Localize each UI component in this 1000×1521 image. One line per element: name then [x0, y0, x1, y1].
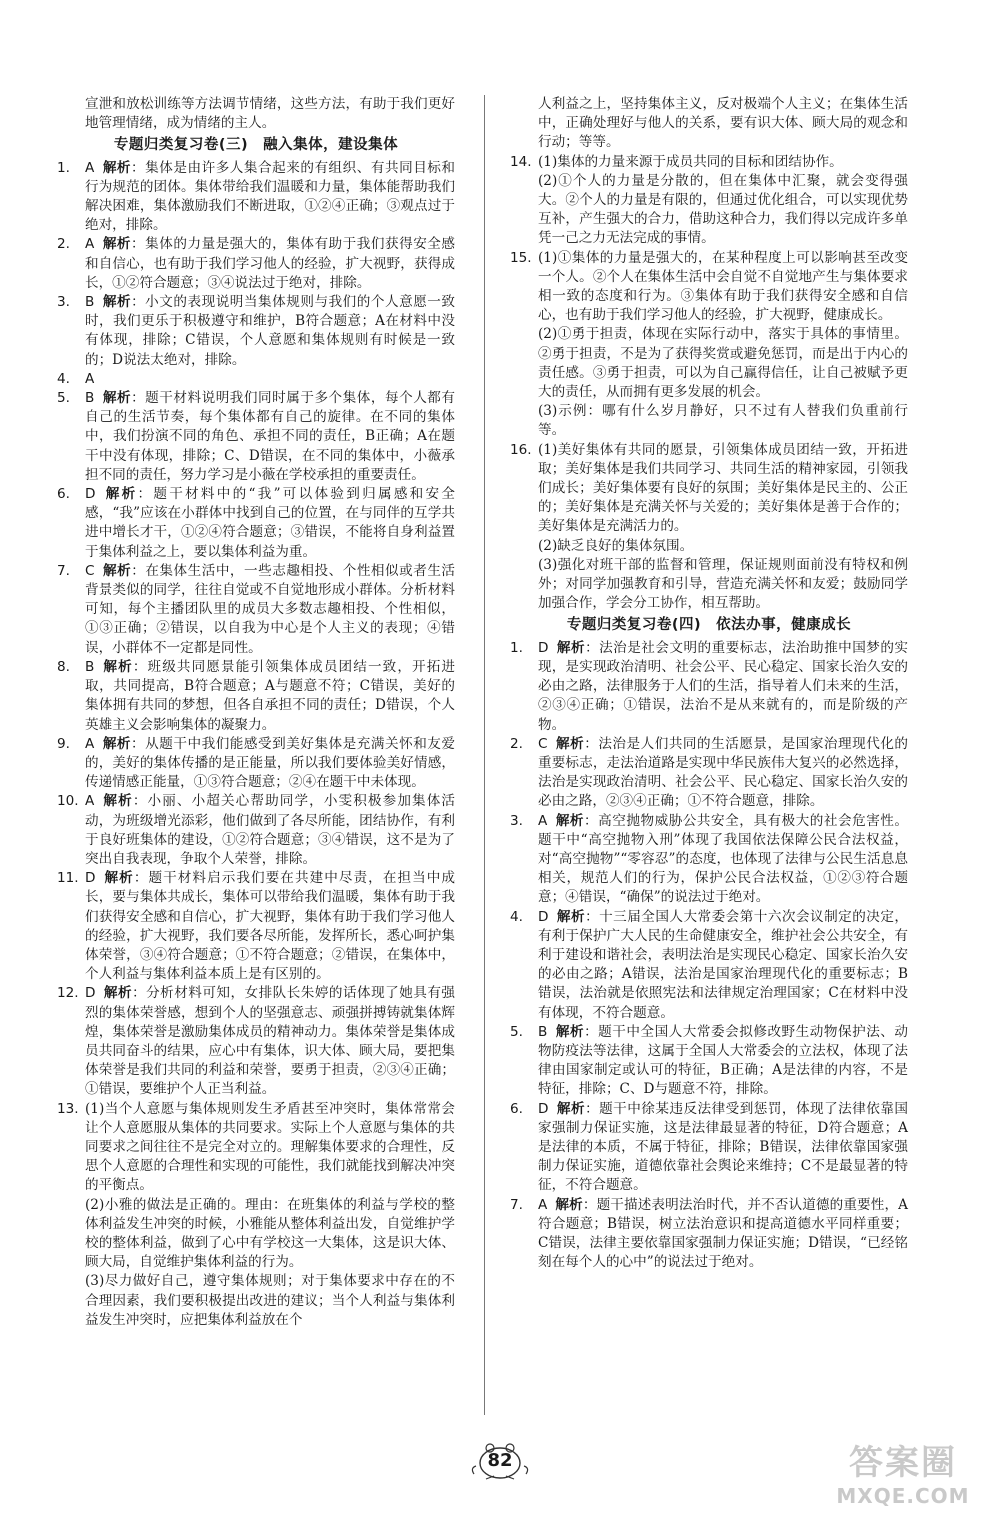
item-number: 15. — [510, 249, 532, 266]
analysis-keyword: 解析 — [103, 486, 138, 503]
item-number: 11. — [57, 870, 79, 887]
item-13-part-1: (1)当个人意愿与集体规则发生矛盾甚至冲突时，集体常常会让个人意愿服从集体的共同要求。实际上个人意愿与集体的共同要求之间往往不是完全对立的。理解集体要求的合理性，反思个人意愿的合理性和实现的可能性，我们就能找到解决冲突的平衡点。 — [85, 1100, 455, 1194]
answer-item — [57, 562, 455, 658]
answer-letter: C — [85, 562, 95, 579]
analysis-text: ：高空抛物威胁公共安全，具有极大的社会危害性。题干中“高空抛物入刑”体现了我国依法保障公民合法权益，对“高空抛物”“零容忍”的态度，也体现了法律与公民生活息息相关，规范人们的行为，保护公民合法权益，①②③符合题意；④错误，“确保”的说法过于绝对。 — [538, 812, 909, 906]
right-continuation-text: 人利益之上，坚持集体主义，反对极端个人主义；在集体生活中，正确处理好与他人的关系，要有识大体、顾大局的观念和行动；等等。 — [538, 96, 908, 151]
section-heading-3: 专题归类复习卷(三) 融入集体，建设集体 — [113, 137, 399, 154]
analysis-text: ：从题干中我们能感受到美好集体是充满关怀和友爱的，美好的集体传播的是正能量，所以我们要体验美好情感，传递情感正能量，①③符合题意；②④在题干中未体现。 — [85, 735, 456, 791]
analysis-keyword: 解析 — [102, 159, 132, 176]
answer-item — [57, 370, 455, 389]
analysis-text: ：小文的表现说明当集体规则与我们的个人意愿一致时，我们更乐于积极遵守和维护，B符合题意；A在材料中没有体现，排除；C错误，个人意愿和集体规则有时候是一致的；D说法太绝对，排除。 — [85, 294, 456, 368]
analysis-text: ：法治是人们共同的生活愿景，是国家治理现代化的重要标志，走法治道路是实现中华民族伟大复兴的必然选择，法治是实现政治清明、社会公平、民心稳定、国家长治久安的必由之路，②③④正确；①不符合题意，排除。 — [538, 735, 909, 810]
analysis-text: ：在集体生活中，一些志趣相投、个性相似或者生活背景类似的同学，往往自觉或不自觉地形成小群体。分析材料可知，每个主播团队里的成员大多数志趣相投、个性相似，①③正确；②错误，以自我为中心是个人主义的表现；④错误，小群体不一定都是同性。 — [85, 562, 456, 656]
answer-letter: C — [538, 735, 548, 752]
answer-letter: A — [85, 159, 95, 176]
left-column — [57, 95, 455, 1330]
answer-letter: A — [538, 812, 548, 829]
analysis-keyword: 解析 — [102, 735, 132, 752]
analysis-keyword: 解析 — [556, 639, 586, 656]
analysis-keyword: 解析 — [102, 236, 132, 253]
item-number: 8. — [57, 658, 70, 675]
right-item-list-a — [510, 153, 908, 614]
item-number: 14. — [510, 153, 532, 170]
answer-item — [510, 908, 908, 1023]
item-number: 16. — [510, 441, 532, 458]
item-part: (1)集体的力量来源于成员共同的目标和团结协作。 — [538, 153, 843, 170]
analysis-keyword: 解析 — [102, 294, 132, 311]
analysis-text: ：题干中徐某违反法律受到惩罚，体现了法律依靠国家强制力保证实施，这是法律最显著的特征，D符合题意；A是法律的本质，不属于特征，排除；B错误，法律依靠国家强制力保证实施，道德依靠社会舆论来维持；C不是最显著的特征，不符合题意。 — [538, 1100, 909, 1194]
analysis-text: ：题干材料启示我们要在共建中尽责，在担当中成长，要与集体共成长，集体可以带给我们温暖，集体有助于我们获得安全感和自信心，扩大视野，集体有助于我们学习他人的经验，扩大视野，我们要各尽所能，发挥所长，悉心呵护集体荣誉，③④符合题意；①不符合题意；②错误，在集体中，个人利益与集体利益本质上是有区别的。 — [85, 870, 456, 983]
answer-item — [510, 735, 908, 812]
item-number: 13. — [57, 1100, 79, 1117]
site-watermark — [818, 1442, 988, 1514]
item-number: 12. — [57, 985, 79, 1002]
item-number: 5. — [57, 390, 70, 407]
watermark-cn: 答案圈 — [849, 1443, 957, 1483]
item-part: (2)缺乏良好的集体氛围。 — [538, 537, 694, 554]
analysis-text: ：题干描述表明法治时代，并不否认道德的重要性，A符合题意；B错误，树立法治意识和提高道德水平同样重要；C错误，法律主要依靠国家强制力保证实施；D错误，“已经铭刻在每个人的心中”的说法过于绝对。 — [538, 1196, 908, 1271]
answer-item — [57, 485, 455, 562]
answer-letter: B — [85, 658, 95, 675]
right-column — [510, 95, 908, 1272]
item-part: (2)①勇于担责，体现在实际行动中，落实于具体的事情里。②勇于担责，不是为了获得奖赏或避免惩罚，而是出于内心的责任感。③勇于担责，可以为自己赢得信任，让自己被赋予更大的责任，从而拥有更多发展的机会。 — [538, 326, 908, 401]
page-number: 82 — [487, 1450, 513, 1471]
answer-letter: D — [85, 870, 96, 887]
answer-letter: B — [538, 1023, 548, 1040]
answer-letter: D — [538, 908, 549, 925]
right-item-list-b — [510, 639, 908, 1273]
item-number: 7. — [57, 562, 70, 579]
analysis-text: ：集体的力量是强大的，集体有助于我们获得安全感和自信心，也有助于我们学习他人的经验，扩大视野，获得成长，①②符合题意；③④说法过于绝对，排除。 — [85, 236, 456, 291]
analysis-keyword: 解析 — [555, 812, 585, 829]
item-number: 1. — [57, 159, 70, 176]
answer-letter: A — [85, 236, 95, 253]
item-number: 2. — [57, 236, 70, 253]
item-part: (1)美好集体有共同的愿景，引领集体成员团结一致，开拓进取；美好集体是我们共同学习、共同生活的精神家园，引领我们成长；美好集体要有良好的氛围；美好集体是民主的、公正的；美好集体是充满关怀与关爱的；美好集体是善于合作的；美好集体是充满活力的。 — [538, 441, 908, 535]
item-number: 1. — [510, 639, 523, 656]
analysis-keyword: 解析 — [102, 562, 132, 579]
answer-letter: A — [85, 735, 95, 752]
item-13-part-3: (3)尽力做好自己，遵守集体规则；对于集体要求中存在的不合理因素，我们要积极提出改进的建议；当个人利益与集体利益发生冲突时，应把集体利益放在个 — [85, 1273, 455, 1328]
answer-item — [510, 1023, 908, 1100]
analysis-text: ：题干中全国人大常委会拟修改野生动物保护法、动物防疫法等法律，这属于全国人大常委会的立法权，体现了法律由国家制定或认可的特征，B正确；A是法律的内容，不是特征，排除；C、D与题意不符，排除。 — [538, 1023, 909, 1098]
item-13-part-2: (2)小雅的做法是正确的。理由：在班集体的利益与学校的整体利益发生冲突的时候，小雅能从整体利益出发，自觉维护学校的整体利益，做到了心中有学校这一大集体，这是识大体、顾大局，自觉维护集体利益的行为。 — [85, 1196, 455, 1271]
answer-letter: D — [85, 985, 96, 1002]
item-number: 10. — [57, 793, 79, 810]
answer-item — [510, 1100, 908, 1196]
section-heading-4: 专题归类复习卷(四) 依法办事，健康成长 — [566, 617, 852, 634]
item-number: 2. — [510, 735, 523, 752]
item-number: 6. — [57, 486, 70, 503]
answer-letter: A — [85, 370, 95, 387]
watermark-en: MXQE.COM — [836, 1484, 970, 1508]
answer-item — [510, 639, 908, 735]
analysis-keyword: 解析 — [555, 735, 585, 752]
analysis-keyword: 解析 — [103, 985, 133, 1002]
analysis-keyword: 解析 — [103, 870, 134, 887]
analysis-keyword: 解析 — [102, 390, 132, 407]
answer-letter: D — [85, 486, 96, 503]
answer-item — [57, 159, 455, 236]
analysis-text: ：题干材料中的“我”可以体验到归属感和安全感，“我”应该在小群体中找到自己的位置，在与同伴的互学共进中增长才干，①②④符合题意；③错误，不能将自身利益置于集体利益之上，要以集体利益为重。 — [85, 486, 456, 560]
analysis-keyword: 解析 — [556, 1100, 586, 1117]
item-part: (3)示例：哪有什么岁月静好，只不过有人替我们负重前行等。 — [538, 403, 908, 439]
item-number: 4. — [510, 908, 523, 925]
column-divider — [484, 95, 485, 1415]
answer-letter: A — [538, 1196, 548, 1213]
answer-letter: D — [538, 1100, 549, 1117]
analysis-text: ：小丽、小超关心帮助同学，小雯积极参加集体活动，为班级增光添彩，他们做到了各尽所能，团结协作，有利于良好班集体的建设，①②符合题意；③④错误，这不是为了突出自我表现，争取个人荣誉，排除。 — [85, 793, 456, 867]
answer-item — [57, 293, 455, 370]
answer-item — [510, 1196, 908, 1273]
analysis-keyword: 解析 — [555, 1023, 585, 1040]
answer-letter: B — [85, 390, 95, 407]
analysis-text: ：题干材料说明我们同时属于多个集体，每个人都有自己的生活节奏，每个集体都有自己的旋律。在不同的集体中，我们扮演不同的角色、承担不同的责任，B正确；A在题干中没有体现，排除；C、D错误，在不同的集体中，小薇承担不同的责任，努力学习是小薇在学校承担的重要责任。 — [85, 390, 456, 483]
answer-letter: A — [85, 793, 95, 810]
analysis-keyword: 解析 — [556, 908, 586, 925]
answer-item — [57, 389, 455, 485]
item-part: (1)①集体的力量是强大的，在某种程度上可以影响甚至改变一个人。②个人在集体生活中会自觉不自觉地产生与集体要求相一致的态度和行为。③集体有助于我们获得安全感和自信心，也有助于我们学习他人的经验，扩大视野，健康成长。 — [538, 249, 908, 324]
answer-item — [510, 441, 908, 614]
item-number: 9. — [57, 735, 70, 752]
answer-item — [510, 812, 908, 908]
analysis-text: ：分析材料可知，女排队长朱婷的话体现了她具有强烈的集体荣誉感，想到个人的坚强意志、顽强拼搏铸就集体辉煌，集体荣誉是激励集体成员的精神动力。集体荣誉是集体成员共同奋斗的结果，应心中有集体，识大体、顾大局，要把集体荣誉是我们共同的利益和荣誉，要勇于担责，②③④正确；①错误，要维护个人正当利益。 — [85, 985, 456, 1098]
answer-item-13 — [57, 1100, 455, 1330]
answer-item — [510, 249, 908, 441]
item-number: 6. — [510, 1100, 523, 1117]
answer-item — [57, 235, 455, 293]
analysis-text: ：法治是社会文明的重要标志，法治助推中国梦的实现，是实现政治清明、社会公平、民心稳定、国家长治久安的必由之路，法律服务于人们的生活，指导着人们未来的生活，②③④正确；①错误，法治不是从来就有的，而是阶级的产物。 — [538, 639, 909, 733]
item-part: (3)强化对班干部的监督和管理，保证规则面前没有特权和例外；对同学加强教育和引导，营造充满关怀和友爱；鼓励同学加强合作，学会分工协作，相互帮助。 — [538, 556, 908, 612]
analysis-keyword: 解析 — [102, 793, 133, 810]
item-part: (2)①个人的力量是分散的，但在集体中汇聚，就会变得强大。②个人的力量是有限的，但通过优化组合，可以实现优势互补，产生强大的合力，借助这种合力，我们得以完成许多单凭一己之力无法完成的事情。 — [538, 172, 908, 247]
analysis-text: ：集体是由许多人集合起来的有组织、有共同目标和行为规范的团体。集体带给我们温暖和力量，集体能帮助我们解决困难，集体激励我们不断进取，①②④正确；③观点过于绝对，排除。 — [85, 159, 456, 234]
answer-item — [57, 869, 455, 984]
analysis-text: ：班级共同愿景能引领集体成员团结一致，开拓进取，共同提高，B符合题意；A与题意不符；C错误，美好的集体拥有共同的梦想，但各自承担不同的责任；D错误，个人英雄主义会影响集体的凝聚力。 — [85, 658, 456, 733]
answer-item — [57, 658, 455, 735]
analysis-text: ：十三届全国人大常委会第十六次会议制定的决定，有利于保护广大人民的生命健康安全，维护社会公共安全，有利于建设和谐社会，表明法治是实现民心稳定、国家长治久安的必由之路；A错误，法治是国家治理现代化的重要标志；B错误，法治就是依照宪法和法律规定治理国家；C在材料中没有体现，不符合题意。 — [538, 908, 909, 1021]
page-number-badge — [468, 1440, 532, 1482]
analysis-keyword: 解析 — [555, 1196, 583, 1213]
item-number: 3. — [510, 812, 523, 829]
answer-letter: D — [538, 639, 549, 656]
item-number: 5. — [510, 1023, 523, 1040]
analysis-keyword: 解析 — [102, 658, 133, 675]
answer-item — [57, 984, 455, 1099]
answer-letter: B — [85, 294, 95, 311]
item-number: 3. — [57, 294, 70, 311]
left-intro-text: 宣泄和放松训练等方法调节情绪，这些方法，有助于我们更好地管理情绪，成为情绪的主人。 — [85, 96, 455, 132]
item-number: 7. — [510, 1196, 523, 1213]
left-item-list — [57, 159, 455, 1100]
item-number: 4. — [57, 370, 70, 387]
answer-item — [510, 153, 908, 249]
answer-item — [57, 735, 455, 793]
answer-item — [57, 792, 455, 869]
